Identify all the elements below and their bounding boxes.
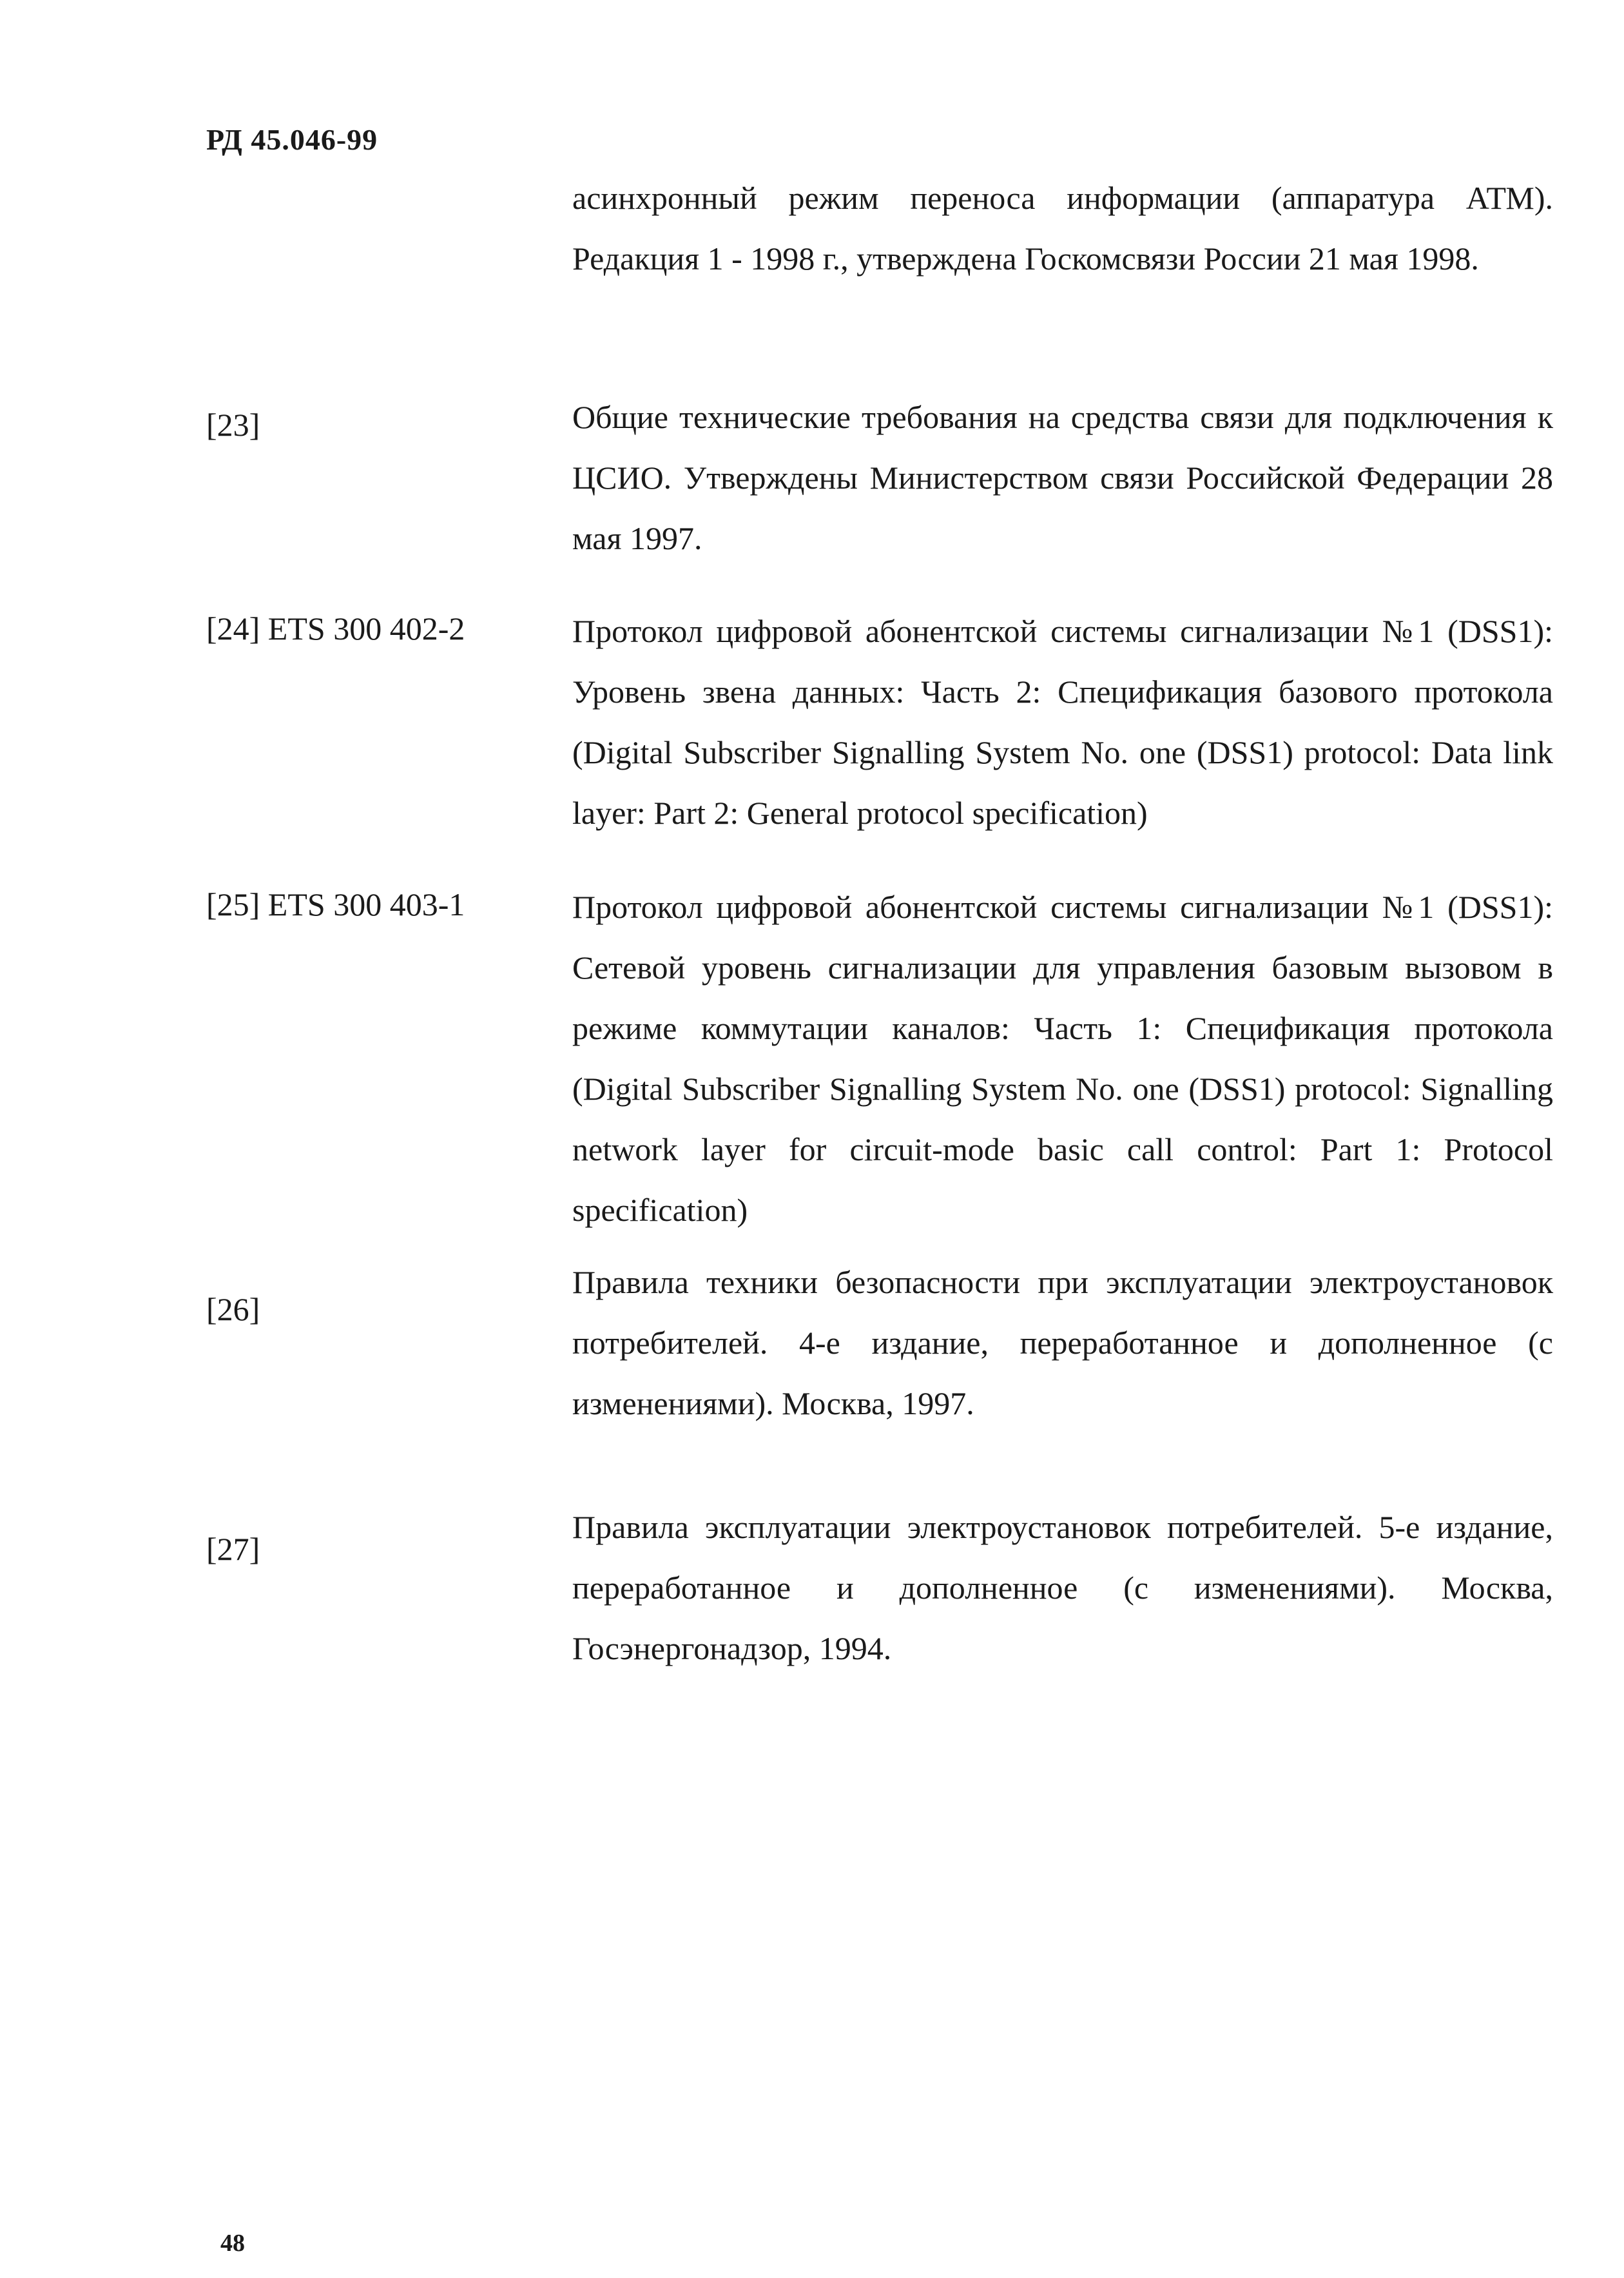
reference-text: Правила техники безопасности при эксплуатации электроустановок потребителей. 4-е издание, переработанное и дополненное (с изменениями). Москва, 1997. — [572, 1264, 1553, 1421]
reference-text: Общие технические требования на средства связи для подключения к ЦСИО. Утверждены Министерством связи Российской Федерации 28 мая 1997. — [572, 399, 1553, 556]
reference-number: [24] ETS 300 402-2 — [206, 610, 465, 647]
reference-number: [23] — [206, 407, 260, 443]
reference-text: асинхронный режим переноса информации (аппаратура АТМ). Редакция 1 - 1998 г., утверждена Госкомсвязи России 21 мая 1998. — [572, 180, 1553, 277]
reference-number: [27] — [206, 1531, 260, 1567]
reference-text: Правила эксплуатации электроустановок потребителей. 5-е издание, переработанное и дополненное (с изменениями). Москва, Госэнергонадзор, 1994. — [572, 1509, 1553, 1666]
reference-number: [26] — [206, 1291, 260, 1327]
reference-text: Протокол цифровой абонентской системы сигнализации №1 (DSS1): Сетевой уровень сигнализации для управления базовым вызовом в режиме коммутации каналов: Часть 1: Спецификация протокола (Digital Subscriber Signalling System No. one (DSS1) protocol: Signalling network layer for circuit-mode basic call control: Part 1: Protocol specification) — [572, 889, 1553, 1228]
document-code: РД 45.046-99 — [206, 123, 378, 156]
reference-number: [25] ETS 300 403-1 — [206, 886, 465, 922]
reference-text: Протокол цифровой абонентской системы сигнализации №1 (DSS1): Уровень звена данных: Часть 2: Спецификация базового протокола (Digital Subscriber Signalling System No. one (DSS1) protocol: Data link layer: Part 2: General protocol specification) — [572, 613, 1553, 831]
page-number: 48 — [220, 2230, 245, 2257]
